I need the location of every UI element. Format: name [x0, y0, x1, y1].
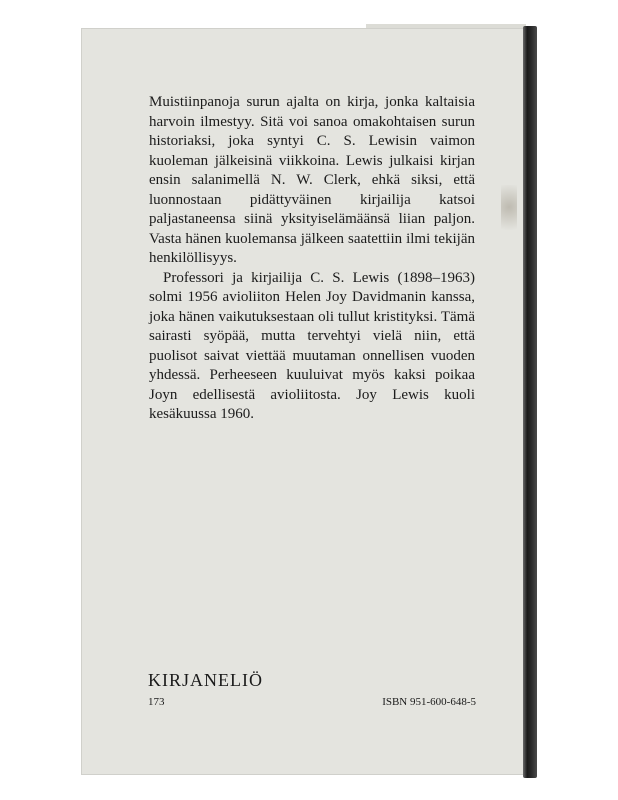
series-number: 173	[148, 696, 165, 708]
blurb-paragraph-2: Professori ja kirjailija C. S. Lewis (1898–1963) solmi 1956 avioliiton Helen Joy Davidmanin kanssa, joka hänen vaikutuksestaan oli tullut kristityksi. Tämä sairasti syöpää, mutta tervehtyi vielä niin, että puolisot saivat viettää muutaman onnellisen vuoden yhdessä. Perheeseen kuuluivat myös kaksi poikaa Joyn edellisestä avioliitosta. Joy Lewis kuoli kesäkuussa 1960.	[149, 269, 475, 422]
cover-wear-mark	[501, 185, 517, 240]
publisher-name: KIRJANELIÖ	[148, 670, 263, 690]
blurb-text	[149, 93, 475, 425]
book-spine-edge	[523, 26, 537, 778]
isbn-number: ISBN 951-600-648-5	[382, 696, 476, 708]
blurb-paragraph-1: Muistiinpanoja surun ajalta on kirja, jonka kaltaisia harvoin ilmestyy. Sitä voi sanoa omakohtaisen surun historiaksi, joka syntyi C. S. Lewisin vaimon kuoleman jälkeisinä viikkoina. Lewis julkaisi kirjan ensin salanimellä N. W. Clerk, ehkä siksi, että luonnostaan pidättyväinen kirjailija katsoi paljastaneensa siinä yksityiselämäänsä liian paljon. Vasta hänen kuolemansa jälkeen saatettiin ilmi tekijän henkilöllisyys.	[149, 94, 475, 266]
